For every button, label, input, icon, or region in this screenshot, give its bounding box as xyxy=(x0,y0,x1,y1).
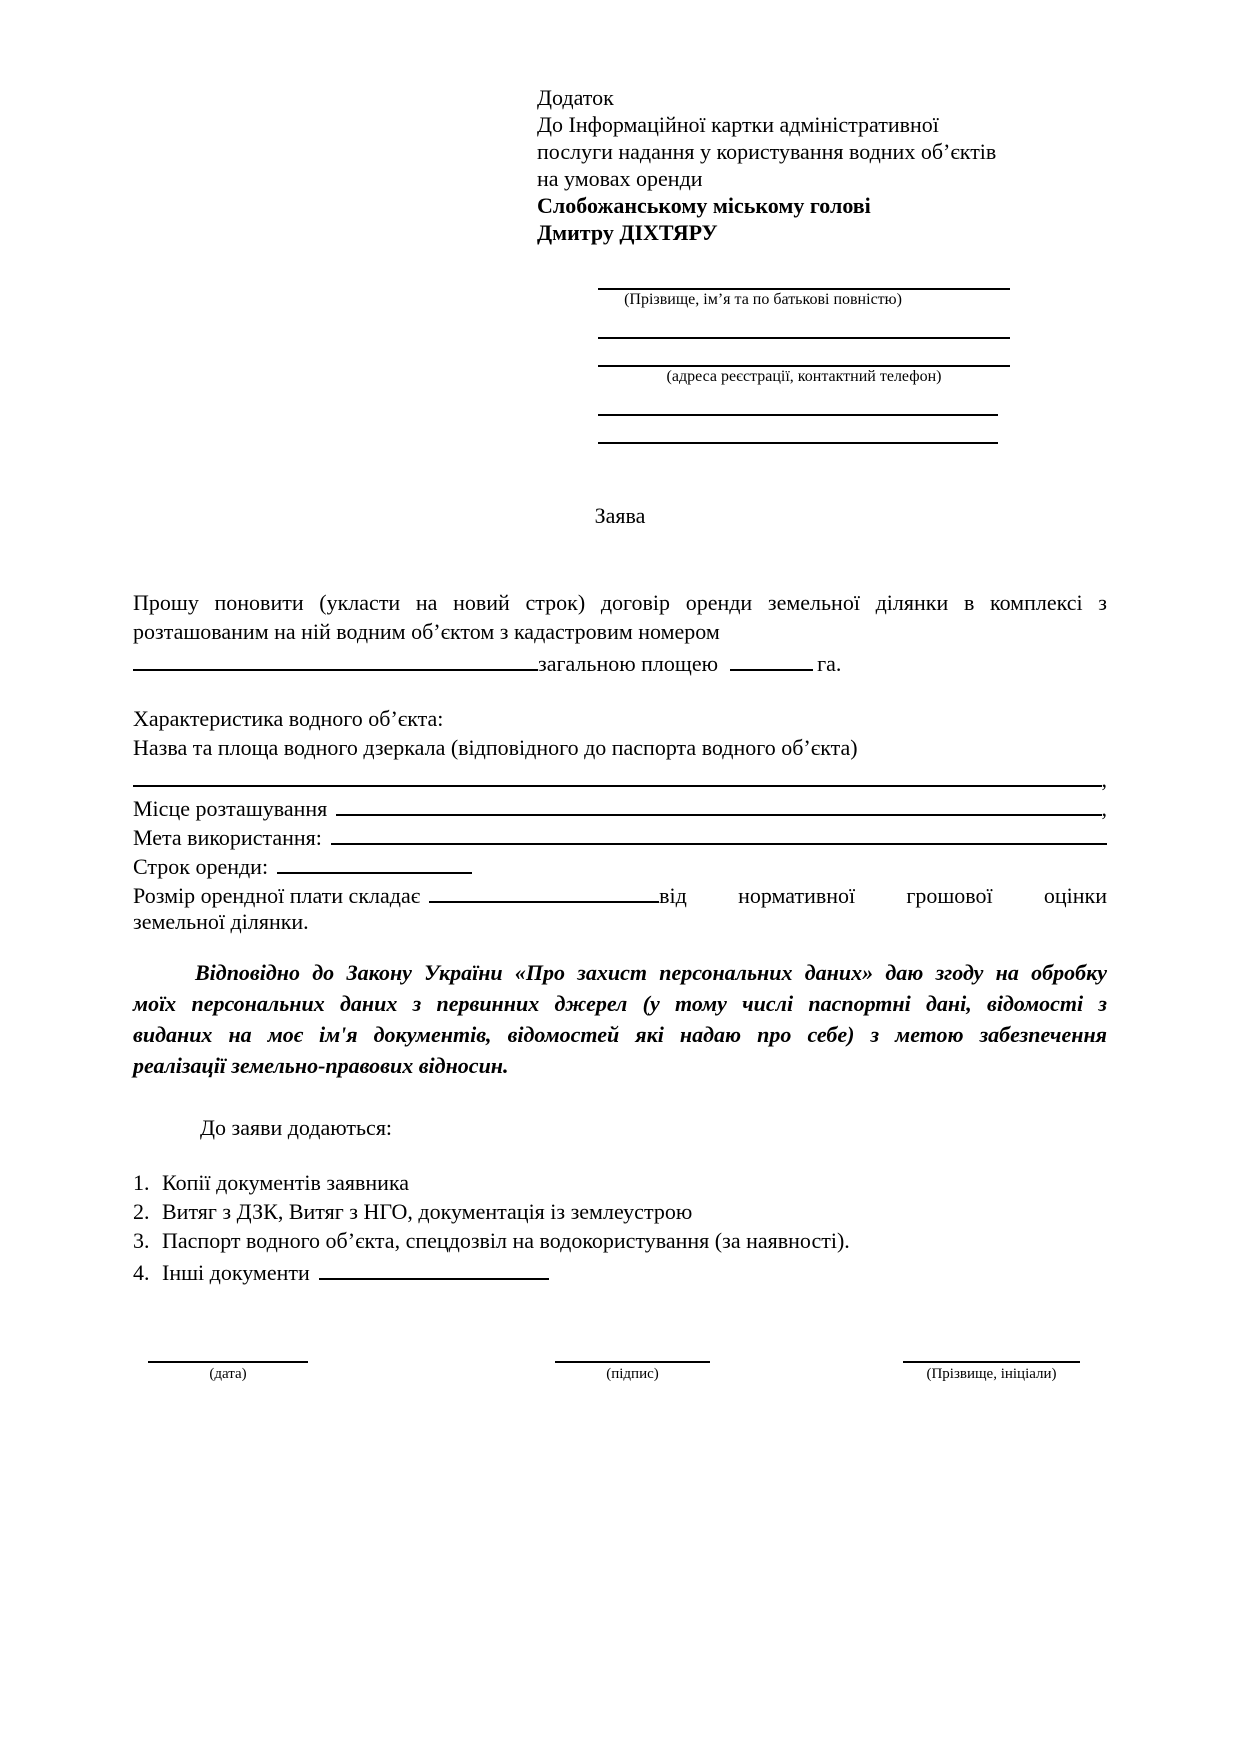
attachment-item-1 xyxy=(133,1168,1107,1197)
consent-line-1: Відповідно до Закону України «Про захист персональних даних» даю згоду на обробку xyxy=(195,960,1107,985)
sign-signature-field xyxy=(555,1361,710,1383)
consent-line-2: моїх персональних даних з первинних джерел (у тому числі паспортні дані, відомості з xyxy=(133,991,1107,1016)
applicant-address-fill-line xyxy=(598,365,1010,367)
location-fill-line xyxy=(336,791,1101,816)
purpose-label: Мета використання: xyxy=(133,825,322,850)
attachments-heading: До заяви додаються: xyxy=(200,1115,393,1140)
attachment-2-number: 2. xyxy=(133,1199,150,1224)
recipient-block xyxy=(537,84,1027,246)
consent-line-4: реалізації земельно-правових відносин. xyxy=(133,1053,509,1078)
cadastral-area-row xyxy=(133,646,1107,675)
term-row xyxy=(133,849,1107,878)
water-name-fill-line xyxy=(133,762,1102,787)
rent-fill-line xyxy=(429,878,659,903)
date-caption: (дата) xyxy=(209,1366,247,1382)
sign-caption: (підпис) xyxy=(606,1366,659,1382)
name-signature-field xyxy=(903,1361,1080,1383)
document-title: Заява xyxy=(594,503,646,528)
characteristics-heading: Характеристика водного об’єкта: xyxy=(133,706,444,731)
consent-paragraph xyxy=(133,957,1107,1081)
applicant-address-caption: (адреса реєстрації, контактний телефон) xyxy=(666,368,942,385)
blank-fill-line-2 xyxy=(598,414,998,416)
term-fill-line xyxy=(277,849,472,874)
blank-row xyxy=(133,675,1107,704)
date-signature-field xyxy=(148,1361,308,1383)
term-label: Строк оренди: xyxy=(133,854,269,879)
attachment-1-number: 1. xyxy=(133,1170,150,1195)
purpose-row xyxy=(133,820,1107,849)
applicant-name-fill-line xyxy=(598,288,1010,290)
attachment-3-text: Паспорт водного об’єкта, спецдозвіл на водокористування (за наявності). xyxy=(162,1228,850,1253)
attachment-4-text: Інші документи xyxy=(162,1260,310,1285)
comma-2: , xyxy=(1101,796,1107,821)
applicant-name-caption: (Прізвище, ім’я та по батькові повністю) xyxy=(624,291,902,308)
request-line-2: розташованим на ній водним об’єктом з кадастровим номером xyxy=(133,619,720,644)
rent-label: Розмір орендної плати складає xyxy=(133,883,421,908)
area-label: загальною площею xyxy=(538,651,719,676)
attachment-1-text: Копії документів заявника xyxy=(162,1170,410,1195)
attachment-3-number: 3. xyxy=(133,1228,150,1253)
area-fill-line xyxy=(730,646,813,671)
attachment-item-2 xyxy=(133,1197,1107,1226)
blank-fill-line-1 xyxy=(598,337,1010,339)
recipient-name: Дмитру ДІХТЯРУ xyxy=(537,220,718,245)
blank-fill-line-3 xyxy=(598,442,998,444)
water-name-row xyxy=(133,762,1107,791)
request-line-1: Прошу поновити (укласти на новий строк) договір оренди земельної ділянки в комплексі з xyxy=(133,590,1107,615)
area-unit: га. xyxy=(817,651,842,676)
appendix-label: Додаток xyxy=(537,85,614,110)
location-label: Місце розташування xyxy=(133,796,328,821)
recipient-title: Слобожанському міському голові xyxy=(537,193,871,218)
cadastral-number-fill-line xyxy=(133,646,538,671)
attachment-2-text: Витяг з ДЗК, Витяг з НГО, документація із землеустрою xyxy=(162,1199,693,1224)
attachment-item-3 xyxy=(133,1226,1107,1255)
consent-line-3: виданих на моє ім'я документів, відомостей які надаю про себе) з метою забезпечення xyxy=(133,1022,1107,1047)
water-mirror-label: Назва та площа водного дзеркала (відповідного до паспорта водного об’єкта) xyxy=(133,735,858,760)
other-documents-fill-line xyxy=(319,1255,549,1280)
info-card-line-1: До Інформаційної картки адміністративної xyxy=(537,112,939,137)
rent-row xyxy=(133,878,1107,907)
purpose-fill-line xyxy=(331,820,1107,845)
attachments-list xyxy=(133,1168,1107,1284)
comma-1: , xyxy=(1101,767,1107,792)
rent-suffix: від нормативної грошової оцінки xyxy=(659,883,1107,908)
name-initials-caption: (Прізвище, ініціали) xyxy=(926,1366,1057,1382)
attachment-item-4 xyxy=(133,1255,1107,1284)
document-body xyxy=(133,588,1107,936)
attachment-4-number: 4. xyxy=(133,1260,150,1285)
rent-suffix-2: земельної ділянки. xyxy=(133,909,309,934)
info-card-line-3: на умовах оренди xyxy=(537,166,703,191)
info-card-line-2: послуги надання у користування водних об’єктів xyxy=(537,139,997,164)
location-row xyxy=(133,791,1107,820)
